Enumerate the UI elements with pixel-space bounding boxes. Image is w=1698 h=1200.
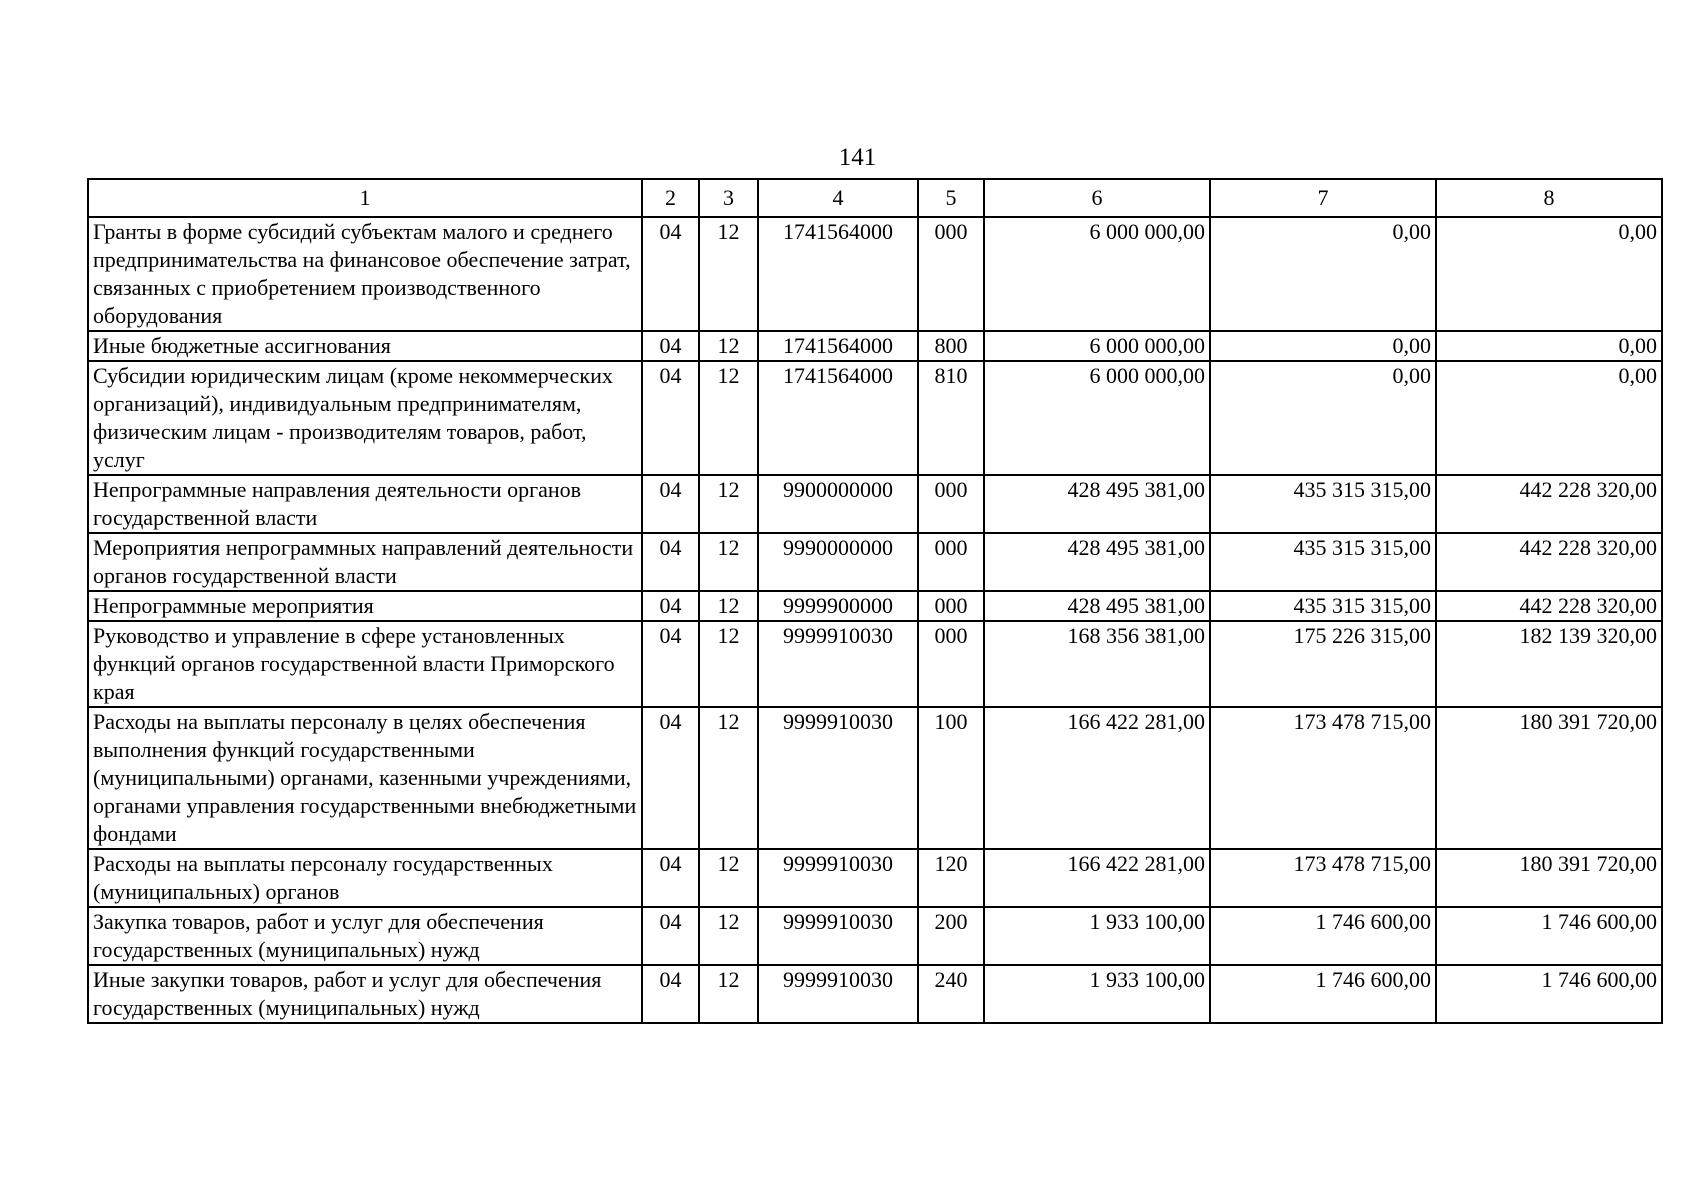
amount-col-6: 428 495 381,00 (984, 533, 1210, 591)
row-description: Мероприятия непрограммных направлений деятельности органов государственной власти (88, 533, 642, 591)
amount-col-7: 0,00 (1210, 331, 1436, 361)
amount-col-6: 6 000 000,00 (984, 361, 1210, 475)
target-article-code: 9999910030 (758, 965, 918, 1023)
section-code: 04 (642, 621, 699, 707)
amount-col-8: 1 746 600,00 (1436, 965, 1662, 1023)
target-article-code: 1741564000 (758, 217, 918, 331)
table-row (88, 907, 1662, 965)
amount-col-6: 6 000 000,00 (984, 217, 1210, 331)
table-row (88, 707, 1662, 849)
table-row (88, 475, 1662, 533)
subsection-code: 12 (699, 361, 758, 475)
amount-col-8: 180 391 720,00 (1436, 707, 1662, 849)
amount-col-6: 166 422 281,00 (984, 707, 1210, 849)
subsection-code: 12 (699, 217, 758, 331)
expense-type-code: 810 (918, 361, 984, 475)
amount-col-7: 435 315 315,00 (1210, 533, 1436, 591)
amount-col-7: 173 478 715,00 (1210, 707, 1436, 849)
header-row (88, 179, 1662, 217)
target-article-code: 9999910030 (758, 849, 918, 907)
row-description: Закупка товаров, работ и услуг для обеспечения государственных (муниципальных) нужд (88, 907, 642, 965)
amount-col-8: 182 139 320,00 (1436, 621, 1662, 707)
section-code: 04 (642, 591, 699, 621)
amount-col-6: 428 495 381,00 (984, 475, 1210, 533)
column-header: 2 (642, 179, 699, 217)
amount-col-6: 428 495 381,00 (984, 591, 1210, 621)
column-header: 7 (1210, 179, 1436, 217)
amount-col-7: 0,00 (1210, 361, 1436, 475)
amount-col-6: 6 000 000,00 (984, 331, 1210, 361)
subsection-code: 12 (699, 707, 758, 849)
expense-type-code: 100 (918, 707, 984, 849)
section-code: 04 (642, 217, 699, 331)
subsection-code: 12 (699, 533, 758, 591)
table-row (88, 331, 1662, 361)
amount-col-8: 0,00 (1436, 217, 1662, 331)
subsection-code: 12 (699, 591, 758, 621)
amount-col-7: 435 315 315,00 (1210, 591, 1436, 621)
amount-col-8: 0,00 (1436, 361, 1662, 475)
expense-type-code: 000 (918, 533, 984, 591)
column-header: 5 (918, 179, 984, 217)
amount-col-6: 166 422 281,00 (984, 849, 1210, 907)
amount-col-6: 168 356 381,00 (984, 621, 1210, 707)
expense-type-code: 000 (918, 475, 984, 533)
amount-col-8: 180 391 720,00 (1436, 849, 1662, 907)
column-header: 4 (758, 179, 918, 217)
expense-type-code: 800 (918, 331, 984, 361)
subsection-code: 12 (699, 475, 758, 533)
amount-col-8: 442 228 320,00 (1436, 475, 1662, 533)
target-article-code: 9999910030 (758, 707, 918, 849)
column-header: 8 (1436, 179, 1662, 217)
subsection-code: 12 (699, 907, 758, 965)
table-row (88, 361, 1662, 475)
row-description: Расходы на выплаты персоналу в целях обеспечения выполнения функций государственными (муниципальными) органами, казенными учреждениями, органами управления государственными внебюджетными фондами (88, 707, 642, 849)
row-description: Иные бюджетные ассигнования (88, 331, 642, 361)
section-code: 04 (642, 707, 699, 849)
section-code: 04 (642, 533, 699, 591)
section-code: 04 (642, 965, 699, 1023)
column-header: 6 (984, 179, 1210, 217)
target-article-code: 9900000000 (758, 475, 918, 533)
amount-col-6: 1 933 100,00 (984, 965, 1210, 1023)
amount-col-8: 0,00 (1436, 331, 1662, 361)
table-row (88, 965, 1662, 1023)
amount-col-7: 435 315 315,00 (1210, 475, 1436, 533)
row-description: Субсидии юридическим лицам (кроме некоммерческих организаций), индивидуальным предпринимателям, физическим лицам - производителям товаров, работ, услуг (88, 361, 642, 475)
expense-type-code: 120 (918, 849, 984, 907)
table-row (88, 849, 1662, 907)
amount-col-7: 0,00 (1210, 217, 1436, 331)
table-row (88, 533, 1662, 591)
target-article-code: 9990000000 (758, 533, 918, 591)
amount-col-8: 442 228 320,00 (1436, 591, 1662, 621)
table-body (88, 217, 1662, 1023)
expense-type-code: 000 (918, 621, 984, 707)
amount-col-7: 175 226 315,00 (1210, 621, 1436, 707)
row-description: Расходы на выплаты персоналу государственных (муниципальных) органов (88, 849, 642, 907)
table-row (88, 621, 1662, 707)
expense-type-code: 200 (918, 907, 984, 965)
section-code: 04 (642, 849, 699, 907)
expense-type-code: 000 (918, 591, 984, 621)
column-header: 1 (88, 179, 642, 217)
column-header: 3 (699, 179, 758, 217)
subsection-code: 12 (699, 849, 758, 907)
subsection-code: 12 (699, 331, 758, 361)
section-code: 04 (642, 331, 699, 361)
target-article-code: 9999910030 (758, 621, 918, 707)
amount-col-8: 1 746 600,00 (1436, 907, 1662, 965)
row-description: Гранты в форме субсидий субъектам малого и среднего предпринимательства на финансовое обеспечение затрат, связанных с приобретением производственного оборудования (88, 217, 642, 331)
target-article-code: 9999910030 (758, 907, 918, 965)
subsection-code: 12 (699, 965, 758, 1023)
amount-col-8: 442 228 320,00 (1436, 533, 1662, 591)
row-description: Непрограммные направления деятельности органов государственной власти (88, 475, 642, 533)
amount-col-6: 1 933 100,00 (984, 907, 1210, 965)
expense-type-code: 000 (918, 217, 984, 331)
amount-col-7: 173 478 715,00 (1210, 849, 1436, 907)
subsection-code: 12 (699, 621, 758, 707)
row-description: Непрограммные мероприятия (88, 591, 642, 621)
target-article-code: 1741564000 (758, 361, 918, 475)
target-article-code: 9999900000 (758, 591, 918, 621)
section-code: 04 (642, 907, 699, 965)
page-number: 141 (838, 144, 877, 171)
table-row (88, 591, 1662, 621)
section-code: 04 (642, 361, 699, 475)
table-row (88, 217, 1662, 331)
row-description: Иные закупки товаров, работ и услуг для обеспечения государственных (муниципальных) нужд (88, 965, 642, 1023)
amount-col-7: 1 746 600,00 (1210, 965, 1436, 1023)
row-description: Руководство и управление в сфере установленных функций органов государственной власти Приморского края (88, 621, 642, 707)
target-article-code: 1741564000 (758, 331, 918, 361)
budget-table (87, 178, 1663, 1024)
expense-type-code: 240 (918, 965, 984, 1023)
section-code: 04 (642, 475, 699, 533)
amount-col-7: 1 746 600,00 (1210, 907, 1436, 965)
